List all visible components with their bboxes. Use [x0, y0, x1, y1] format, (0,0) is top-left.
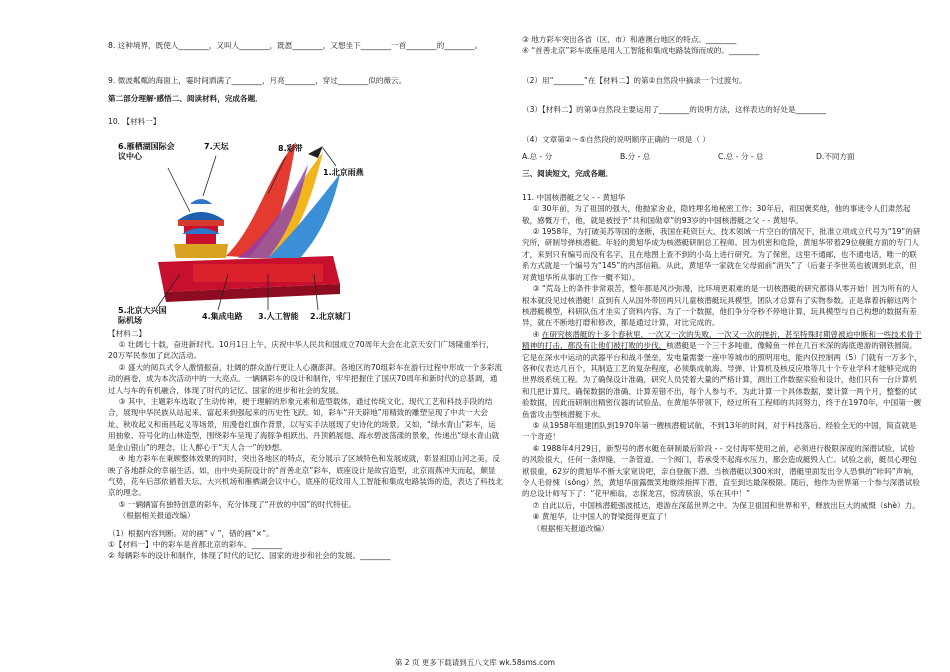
question-10-3: （3）【材料二】的第③自然段主要运用了________的说明方法，这样表达的好处是________ [522, 105, 826, 115]
question-10-1-c: ③ 地方彩车突出各省（区、市）和港澳台地区的特点。________ [522, 35, 737, 44]
passage-para-5: ⑤ 从1958年组建团队到1970年第一艘核潜艇试航，不到13年的时间，对于科技落后、经验全无的中国，简直就是一个奇迹！ [522, 420, 917, 442]
question-10-1: （1）根据内容判断。对的画“ √ ”，错的画“×”。 [108, 528, 274, 538]
part3-heading: 三、阅读短文，完成各题． [522, 169, 614, 179]
passage-para-6: ⑥ 1988年4月29日，新型号的潜水艇在研制最后阶段 - - 交付海军使用之前，必须进行极限深度的深潜试验，试验的风险很大，任何一条焊缝、一条管道、一个阀门，若承受不起海水压力，都会造成艇毁人亡。试验之前，艇员心理包袱很重，62岁的黄旭华不断大家宽说吧，亲自登舰下潜。当核潜艇以300米时，潜艇里面发出令人恐惧的“咔吗”声响，令人毛骨悚（sǒng）然，黄旭华面露微笑地继续指挥下潜，直至到达最深极限。随后，他作为世界第一个参与深潜试验的总设计师写下了：“花甲痴翁，志探龙宫，惊涛骇浪，乐在其中！” [522, 443, 920, 499]
passage-para-4 [522, 329, 922, 420]
passage-para-3: ③ “荒岛上的条件非常艰苦，整年都是风沙弥漫，比环境更艰难的是一切核潜艇的研究都得从零开始！因为所有的人根本就没见过核潜艇！直到有人从国外带回两只儿童核潜艇玩具模型，团队才总算有了实物参数。正是靠着拆解这两个核潜艇模型，科研队伍才坐实了资料内容。为了一个数据，他们争分夺秒不停地计算，玩具模型与自己构想的数据有差异，就在不断地打磨和修改，都是通过计算，对比完成的。 [522, 284, 918, 328]
label-daxing-airport: 5.北京大兴国际机场 [118, 305, 167, 325]
label-yanqi-lake: 6.雁栖湖国际会议中心 [118, 141, 175, 161]
question-10-2: （2）用“________”在【材料二】的第②自然段中摘录一个过渡句。 [522, 75, 747, 85]
label-integrated-circuit: 4.集成电路 [202, 311, 243, 321]
question-10-1-d: ④ “首善北京”彩车底座是用人工智能和集成电路装饰而成的。________ [522, 46, 760, 56]
option-d[interactable]: D.不同方面 [816, 152, 855, 162]
para-4-rest: 核潜艇是一个三千多吨重、像鲸鱼一样在几百米深的海底遨游的钢铁圆筒。它是在深水中运动的武器平台和战斗堡垒，发电量需要一座中等城市的照明用电，能内仅控制两（5）门就有一万多个，各种仪表达几百个，其制造工艺的复杂程度，必须集成航海、导弹、计算机及核反应堆等几十个专业学科才能够完成的世界级系统工程。为了确保设计准确，研究人员凭着大量的严格计算，测出工作数据实验和设计，他们只有一台计算机和几把计算尺。确保数据的准确、计算差错不出，每个人参与不。为此计算一个具体数据，要计算一两个月，整整的试验数据，因此而研制出精密仪器的试验品。在黄旭华带领下，经过所有工程师的共同努力，终于在1970年，中国第一艘鱼雷攻击型核潜艇下水。 [522, 341, 922, 419]
material2-para-5: ⑤ 一辆辆富有独特创意的彩车，充分体现了“开放的中国”的时代特征。 [118, 499, 356, 509]
label-temple-of-heaven: 7.天坛 [204, 141, 229, 151]
material1-label: 10. 【材料一】 [108, 117, 161, 127]
passage-para-2: ② 1958年，为打破美苏等国的垄断，我国在耗资巨大、技术领域一片空白的情况下，批准立项成立代号为“19”的研究所，研制导弹核潜艇。年轻的黄旭华成为核潜艇研制总工程师。因为机密和危险，黄旭华带着29位舰艇方面的专门人才，来到只有编号而没有名字，且在地图上查不到的小岛上进行研究。为了保密，这里不通邮，也不通电话，唯一的联系方式就是一个编号为“145”的内部信箱。从此，黄旭华一家就在父母面前“消失”了（后妻子李世英也被调到北京，但对黄旭华所从事的工作一概不知）。 [522, 227, 921, 282]
question-10-4-options [522, 151, 922, 162]
right-column [522, 34, 922, 534]
part2-heading: 第二部分理解·感悟二、阅读材料，完成各题． [108, 93, 263, 103]
label-ribbon: 8.彩带 [278, 143, 303, 153]
material2-para-3: ③ 其中，主题彩车选取了生动传神，便于理解的形象元素和造型载体，通过传统文化、现代工艺和科技手段的结合，展现中华民族从站起来、富起来到强起来的历史性飞跃。如，彩车“开天辟地”用精致的雕塑呈现了中共一大会址、秋收起义和南昌起义等场景，用漫卷红旗作背景，以写实手法展现了史诗化的场景。又如，“绿水青山”彩车，运用抽象、符号化的山林造型，围绕彩车呈现了海豚争相跃出、丹顶鹤展翅、海水碧波荡漾的景象，传递出“绿水青山就是金山银山”的理念，让人醉心于“天人合一”的妙想。 [108, 397, 500, 452]
passage-title: 11. 中国核潜艇之父 - - 黄旭华 [522, 192, 626, 202]
para-4-marker: ④ [532, 329, 542, 339]
left-column [108, 40, 503, 562]
option-b[interactable]: B.分 - 总 [620, 152, 651, 162]
option-a[interactable]: A.总 - 分 [522, 152, 553, 162]
float-drawing [118, 134, 368, 324]
label-ai: 3.人工智能 [258, 311, 299, 321]
material2-para-1: ① 壮阔七十载，奋进新时代。10月1日上午，庆祝中华人民共和国成立70周年大会在北京天安门广场隆重举行，20万军民参加了此次活动。 [108, 340, 494, 361]
question-9: 9. 微波粼粼的海面上，霎时间洒满了________，月亮________，穿过________似的薇云。 [108, 76, 407, 86]
question-10-1-b: ② 每辆彩车的设计和制作，体现了时代的记忆、国家的进步和社会的发展。________ [108, 551, 391, 561]
question-10-4: （4）文章第②～⑤自然段的说明顺序正确的一项是（ ） [522, 134, 710, 144]
question-8: 8. 这种境界，既使人________，又叫人________，既愿________，又想坐下________一首________的________。 [108, 41, 483, 50]
passage-para-1: ① 30年前，为了祖国的强大，他抛家舍业，隐姓埋名地秘密工作；30年后，祖国褒奖他，他的事迹令人们肃然起敬，感慨万千，他，就是被授予“共和国勋章”的93岁的中国核潜艇之父 - - 黄旭华。 [522, 204, 911, 225]
material2-para-2: ② 盛大的阅兵式令人激情振奋，壮阔的群众游行更让人心潮澎湃。各地区的70组彩车在游行过程中形成一个多彩流动的画卷，成为本次活动中的一大亮点。一辆辆彩车的设计和制作，牢牢把握住了国庆70周年和新时代的总基调，通过人与车的有机融合，体现了时代的记忆、国家的进步和社会的发展。 [108, 362, 503, 395]
passage-source: （根据相关报道改编） [532, 523, 609, 533]
material2-label: 【材料二】 [108, 328, 146, 338]
material2-para-4: ④ 地方彩车在秉顾整体效果的同时，突出各地区的特点，充分展示了区域特色和发展成就，彰显祖国山河之美，反映了各地群众的幸福生活。如，由中央美院设计的“首善北京”彩车，底座设计是故宫造型，北京雨燕冲天而起，颇显气势，花车后部依循着天坛、大兴机场和雁栖湖会议中心，底座的花纹用人工智能和集成电路装饰的造，表达了科技北京的理念。 [108, 454, 503, 498]
question-10-1-a: ①【材料一】中的彩车是首都北京的彩车。________ [108, 539, 282, 549]
option-c[interactable]: C.总 - 分 - 总 [718, 152, 764, 162]
page-footer: 第 2 页 更多下载请到五八文库 wk.58sms.com [394, 658, 556, 667]
passage-para-8: ⑧ 黄旭华，让中国人的脊梁挺得更直了！ [532, 512, 671, 522]
material2-source: （根据相关报道改编） [118, 511, 195, 521]
passage-para-7: ⑦ 自此以后，中国核潜艇强波抵达，遨游在深蓝世界之中。为保卫祖国和世界和平，释放出巨大的威慑（shè）力。 [532, 500, 920, 510]
para-4-underlined: 在研究核潜艇的十多个春秋里，一次又一次的失败，一次又一次的挫折，甚至特殊时期曾被迫中断和一些技术骨干精神的打击，都没有让他们被打败的步伐， [522, 329, 922, 351]
float-illustration [118, 134, 368, 324]
label-swift: 1.北京雨燕 [323, 167, 364, 177]
label-city-gate: 2.北京城门 [310, 311, 351, 321]
